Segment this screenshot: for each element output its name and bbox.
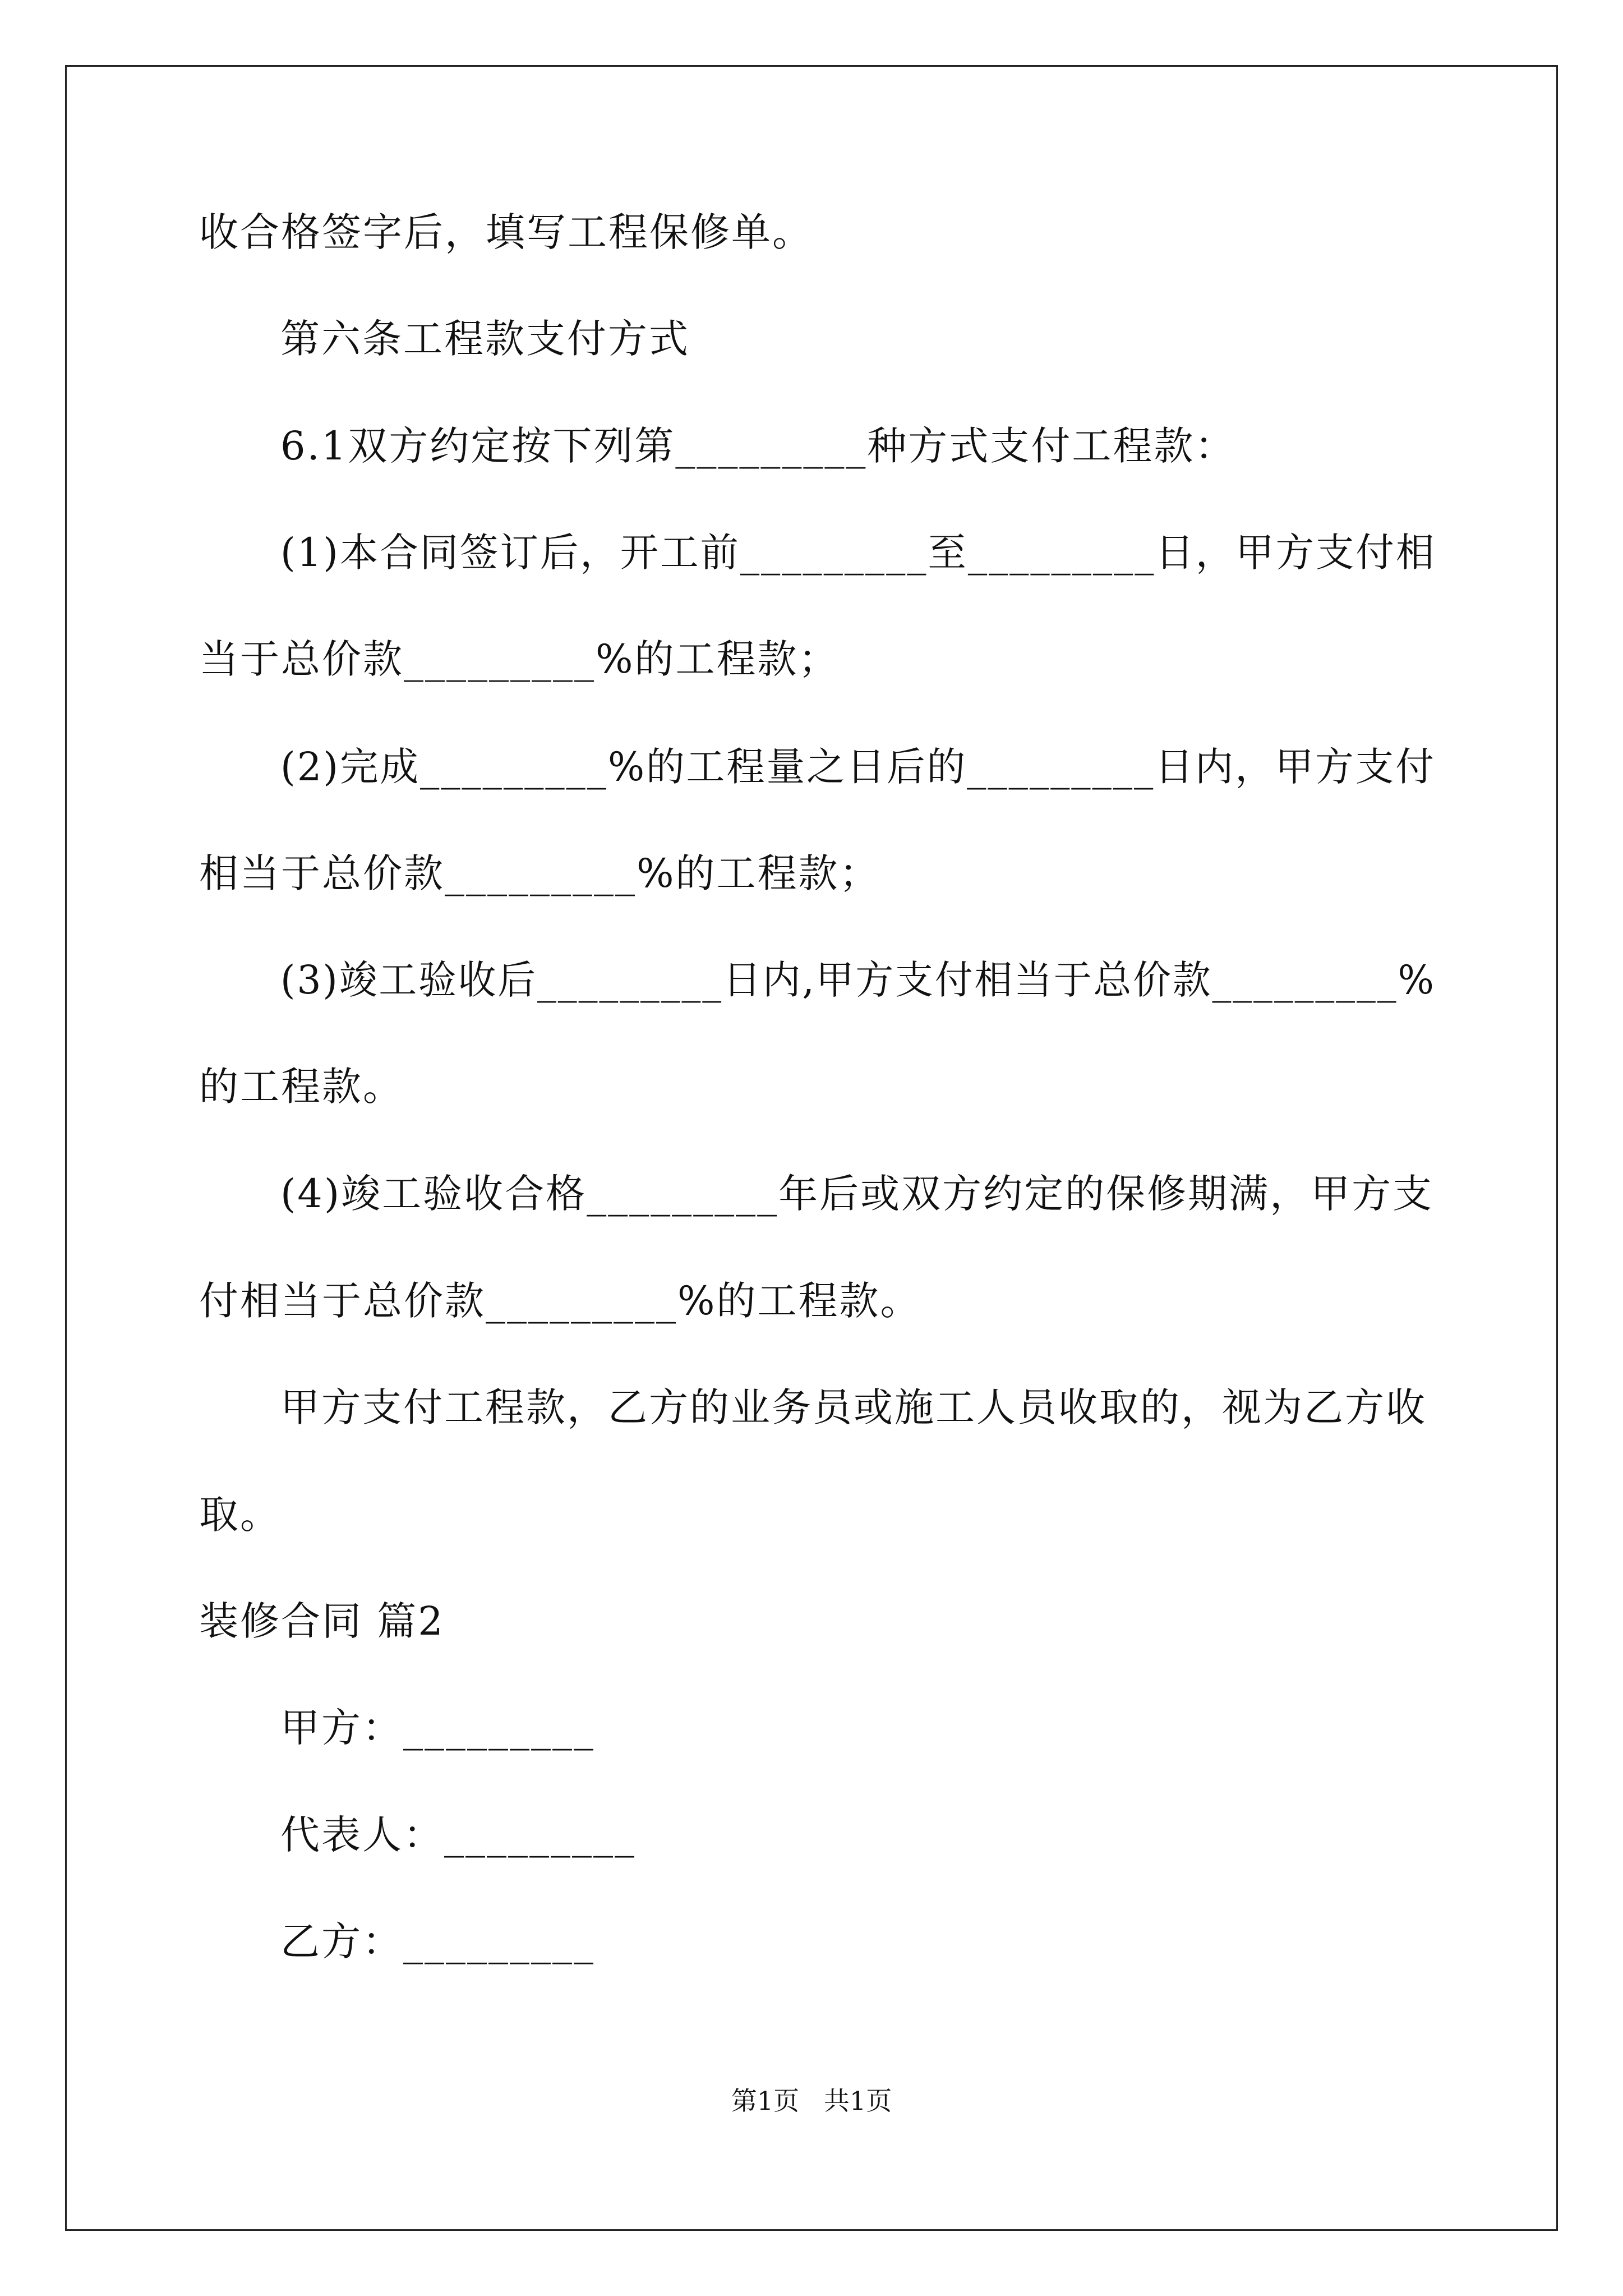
text-line-11: 付相当于总价款_________%的工程款。: [199, 1278, 921, 1324]
text-line-10: (4)竣工验收合格_________年后或双方约定的保修期满，甲方支: [280, 1171, 1434, 1217]
text-line-4: (1)本合同签订后，开工前_________至_________日，甲方支付相: [280, 530, 1436, 576]
text-line-8: (3)竣工验收后_________日内,甲方支付相当于总价款_________%: [280, 957, 1436, 1003]
text-line-3: 6.1双方约定按下列第_________种方式支付工程款：: [280, 423, 1236, 469]
section-title: 装修合同 篇2: [199, 1598, 445, 1644]
text-line-7: 相当于总价款_________%的工程款；: [199, 850, 880, 896]
text-line-9: 的工程款。: [199, 1064, 404, 1110]
article-heading: 第六条工程款支付方式: [280, 316, 690, 362]
party-a-line: 甲方：_________: [280, 1705, 595, 1751]
text-line-1: 收合格签字后，填写工程保修单。: [199, 209, 813, 255]
page-border: [65, 65, 1558, 2231]
text-line-12: 甲方支付工程款，乙方的业务员或施工人员收取的，视为乙方收: [280, 1384, 1427, 1430]
representative-line: 代表人：_________: [280, 1812, 636, 1858]
page-footer: 第1页 共1页: [731, 2086, 892, 2116]
text-line-5: 当于总价款_________%的工程款；: [199, 636, 840, 682]
text-line-13: 取。: [199, 1492, 281, 1538]
party-b-line: 乙方：_________: [280, 1918, 595, 1964]
text-line-6: (2)完成_________%的工程量之日后的_________日内，甲方支付: [280, 744, 1436, 790]
